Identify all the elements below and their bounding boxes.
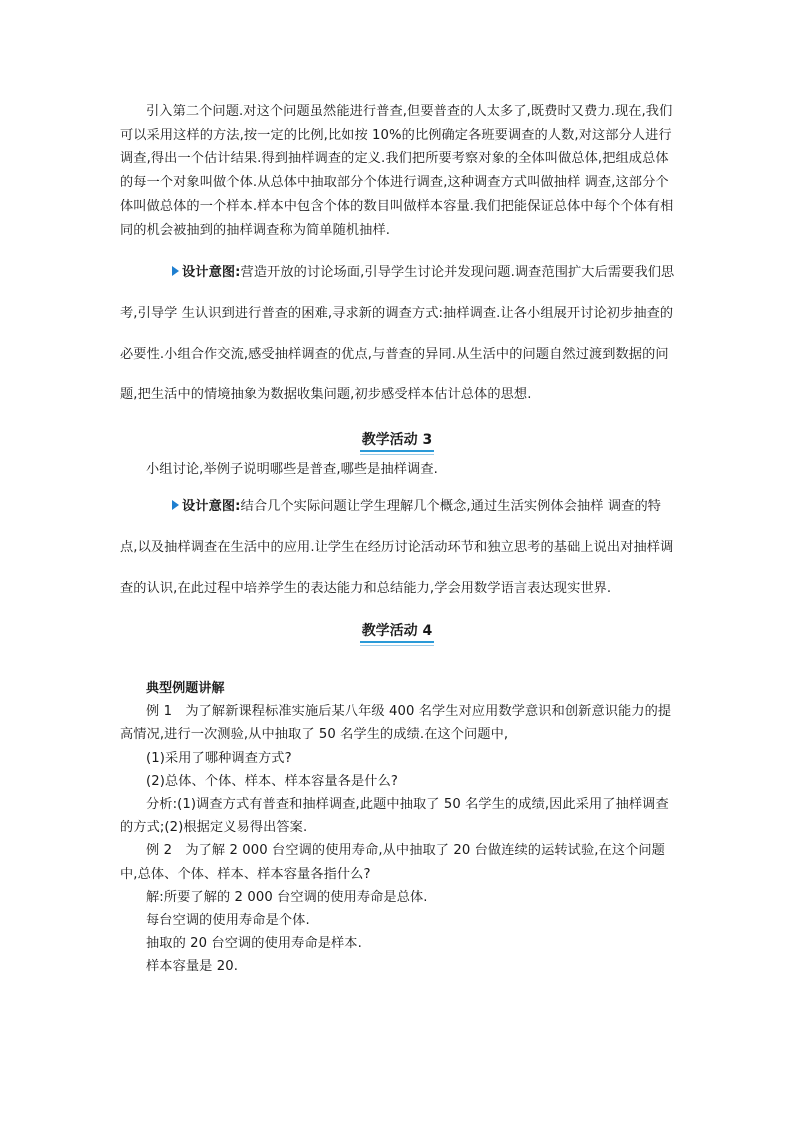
examples-heading: 典型例题讲解 — [146, 681, 225, 696]
example-line: 每台空调的使用寿命是个体. — [146, 913, 310, 929]
triangle-marker-icon — [172, 266, 179, 276]
triangle-marker-icon — [172, 500, 179, 510]
design-intent-text: 结合几个实际问题让学生理解几个概念,通过生活实例体会抽样 调查的特点,以及抽样调查在生活中的应用.让学生在经历讨论活动环节和独立思考的基础上说出对抽样调查的认识,在此过程中培养学生的表达能力和总结能力,学会用数学语言表达现实世界. — [120, 499, 674, 596]
activity-3-text: 小组讨论,举例子说明哪些是普查,哪些是抽样调查. — [146, 462, 438, 477]
example-line: 例 2 为了解 2 000 台空调的使用寿命,从中抽取了 20 台做连续的运转试验,在这个问题中,总体、个体、样本、样本容量各指什么? — [120, 843, 665, 882]
activity-4-title — [0, 620, 794, 643]
examples-section — [120, 677, 676, 979]
design-intent-1 — [120, 253, 676, 416]
example-line: 抽取的 20 台空调的使用寿命是样本. — [146, 936, 362, 952]
design-intent-text: 营造开放的讨论场面,引导学生讨论并发现问题.调查范围扩大后需要我们思考,引导学 生认识到进行普查的困难,寻求新的调查方式:抽样调查.让各小组展开讨论初步抽查的必要性.小组合作交流,感受抽样调查的优点,与普查的异同.从生活中的问题自然过渡到数据的问题,把生活中的情境抽象为数据收集问题,初步感受样本估计总体的思想. — [120, 265, 675, 403]
design-intent-label: 设计意图: — [182, 265, 241, 280]
design-intent-2 — [120, 487, 676, 609]
design-intent-label: 设计意图: — [182, 499, 241, 514]
example-line: 例 1 为了解新课程标准实施后某八年级 400 名学生对应用数学意识和创新意识能力的提高情况,进行一次测验,从中抽取了 50 名学生的成绩.在这个问题中, — [120, 704, 672, 743]
activity-3-title-text: 教学活动 3 — [360, 429, 435, 452]
activity-3-title — [0, 429, 794, 452]
example-line: 分析:(1)调查方式有普查和抽样调查,此题中抽取了 50 名学生的成绩,因此采用了抽样调查的方式;(2)根据定义易得出答案. — [120, 797, 669, 836]
example-line: 样本容量是 20. — [146, 959, 239, 975]
activity-4-title-text: 教学活动 4 — [360, 620, 435, 643]
example-line: 解:所要了解的 2 000 台空调的使用寿命是总体. — [146, 889, 428, 905]
example-line: (1)采用了哪种调查方式? — [146, 750, 292, 766]
example-line: (2)总体、个体、样本、样本容量各是什么? — [146, 773, 398, 789]
intro-paragraph: 引入第二个问题.对这个问题虽然能进行普查,但要普查的人太多了,既费时又费力.现在,我们可以采用这样的方法,按一定的比例,比如按 10%的比例确定各班要调查的人数,对这部分人进行调查,得出一个估计结果.得到抽样调查的定义.我们把所要考察对象的全体叫做总体,把组成总体的每一个对象叫做个体.从总体中抽取部分个体进行调查,这种调查方式叫做抽样 调查,这部分个体叫做总体的一个样本.样本中包含个体的数目叫做样本容量.我们把能保证总体中每个个体有相同的机会被抽到的抽样调查称为简单随机抽样. — [120, 104, 674, 238]
